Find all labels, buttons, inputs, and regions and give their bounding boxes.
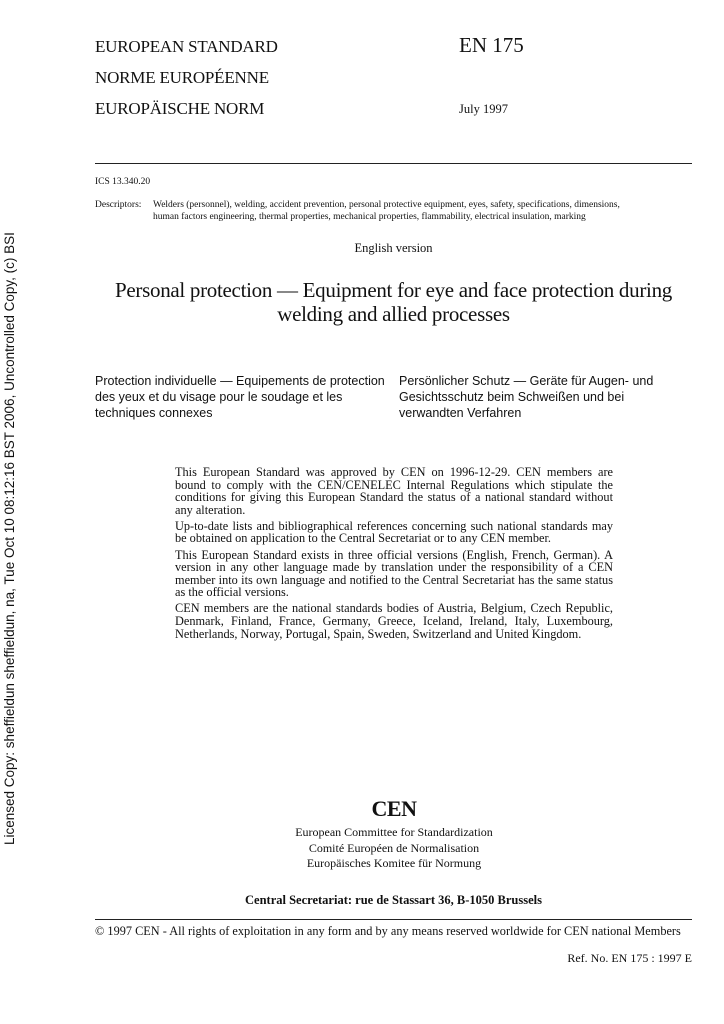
header-name-french: NORME EUROPÉENNE — [95, 68, 269, 87]
approval-paragraph: This European Standard was approved by CEN on 1996-12-29. CEN members are bound to comply with the CEN/CENELEC Internal Regulations which stipulate the conditions for giving this European Standard the status of a national standard without any alteration. — [175, 465, 613, 517]
descriptors-line-2: human factors engineering, thermal properties, mechanical properties, flammability, electrical insulation, marking — [153, 212, 586, 222]
secretariat-address: Central Secretariat: rue de Stassart 36, B-1050 Brussels — [245, 893, 542, 907]
ics-code: ICS 13.340.20 — [95, 177, 151, 187]
license-watermark: Licensed Copy: sheffieldun sheffieldun, na, Tue Oct 10 08:12:16 BST 2006, Uncontrolled Copy, (c) BSI — [2, 232, 17, 845]
copyright-notice: © 1997 CEN - All rights of exploitation in any form and by any means reserved worldwide for CEN national Members — [95, 924, 681, 938]
publication-date: July 1997 — [459, 102, 508, 116]
approval-notice — [175, 466, 613, 644]
references-paragraph: Up-to-date lists and bibliographical references concerning such national standards may be obtained on application to the Central Secretariat or to any CEN member. — [175, 518, 613, 546]
footer-rule — [95, 919, 692, 920]
german-title: Persönlicher Schutz — Geräte für Augen- und Gesichtsschutz beim Schweißen und bei verwandten Verfahren — [399, 374, 654, 420]
header-rule — [95, 163, 692, 164]
cen-logo: CEN — [371, 796, 417, 821]
document-title: Personal protection — Equipment for eye and face protection during welding and allied processes — [115, 278, 672, 326]
cen-name-french: Comité Européen de Normalisation — [308, 840, 480, 855]
members-paragraph: CEN members are the national standards bodies of Austria, Belgium, Czech Republic, Denmark, Finland, France, Germany, Greece, Iceland, Ireland, Italy, Luxembourg, Netherlands, Norway, Portugal, Spain, Sweden, Switzerland and United Kingdom. — [175, 601, 613, 641]
versions-paragraph: This European Standard exists in three official versions (English, French, German). A version in any other language made by translation under the responsibility of a CEN member into its own language and notified to the Central Secretariat has the same status as the official versions. — [175, 547, 613, 600]
header-name-german: EUROPÄISCHE NORM — [95, 99, 265, 118]
french-title: Protection individuelle — Equipements de protection des yeux et du visage pour le soudage et les techniques connexes — [95, 374, 385, 420]
reference-number: Ref. No. EN 175 : 1997 E — [567, 951, 692, 965]
version-label: English version — [354, 241, 433, 255]
descriptors-label: Descriptors: — [95, 200, 142, 210]
descriptors-line-1: Welders (personnel), welding, accident prevention, personal protective equipment, eyes, safety, specifications, dimensions, — [153, 200, 620, 210]
header-name-english: EUROPEAN STANDARD — [95, 37, 278, 56]
cen-name-english: European Committee for Standardization — [295, 825, 493, 839]
cen-name-german: Europäisches Komitee für Normung — [306, 856, 482, 870]
cen-names — [240, 825, 548, 872]
standard-number: EN 175 — [459, 33, 524, 57]
